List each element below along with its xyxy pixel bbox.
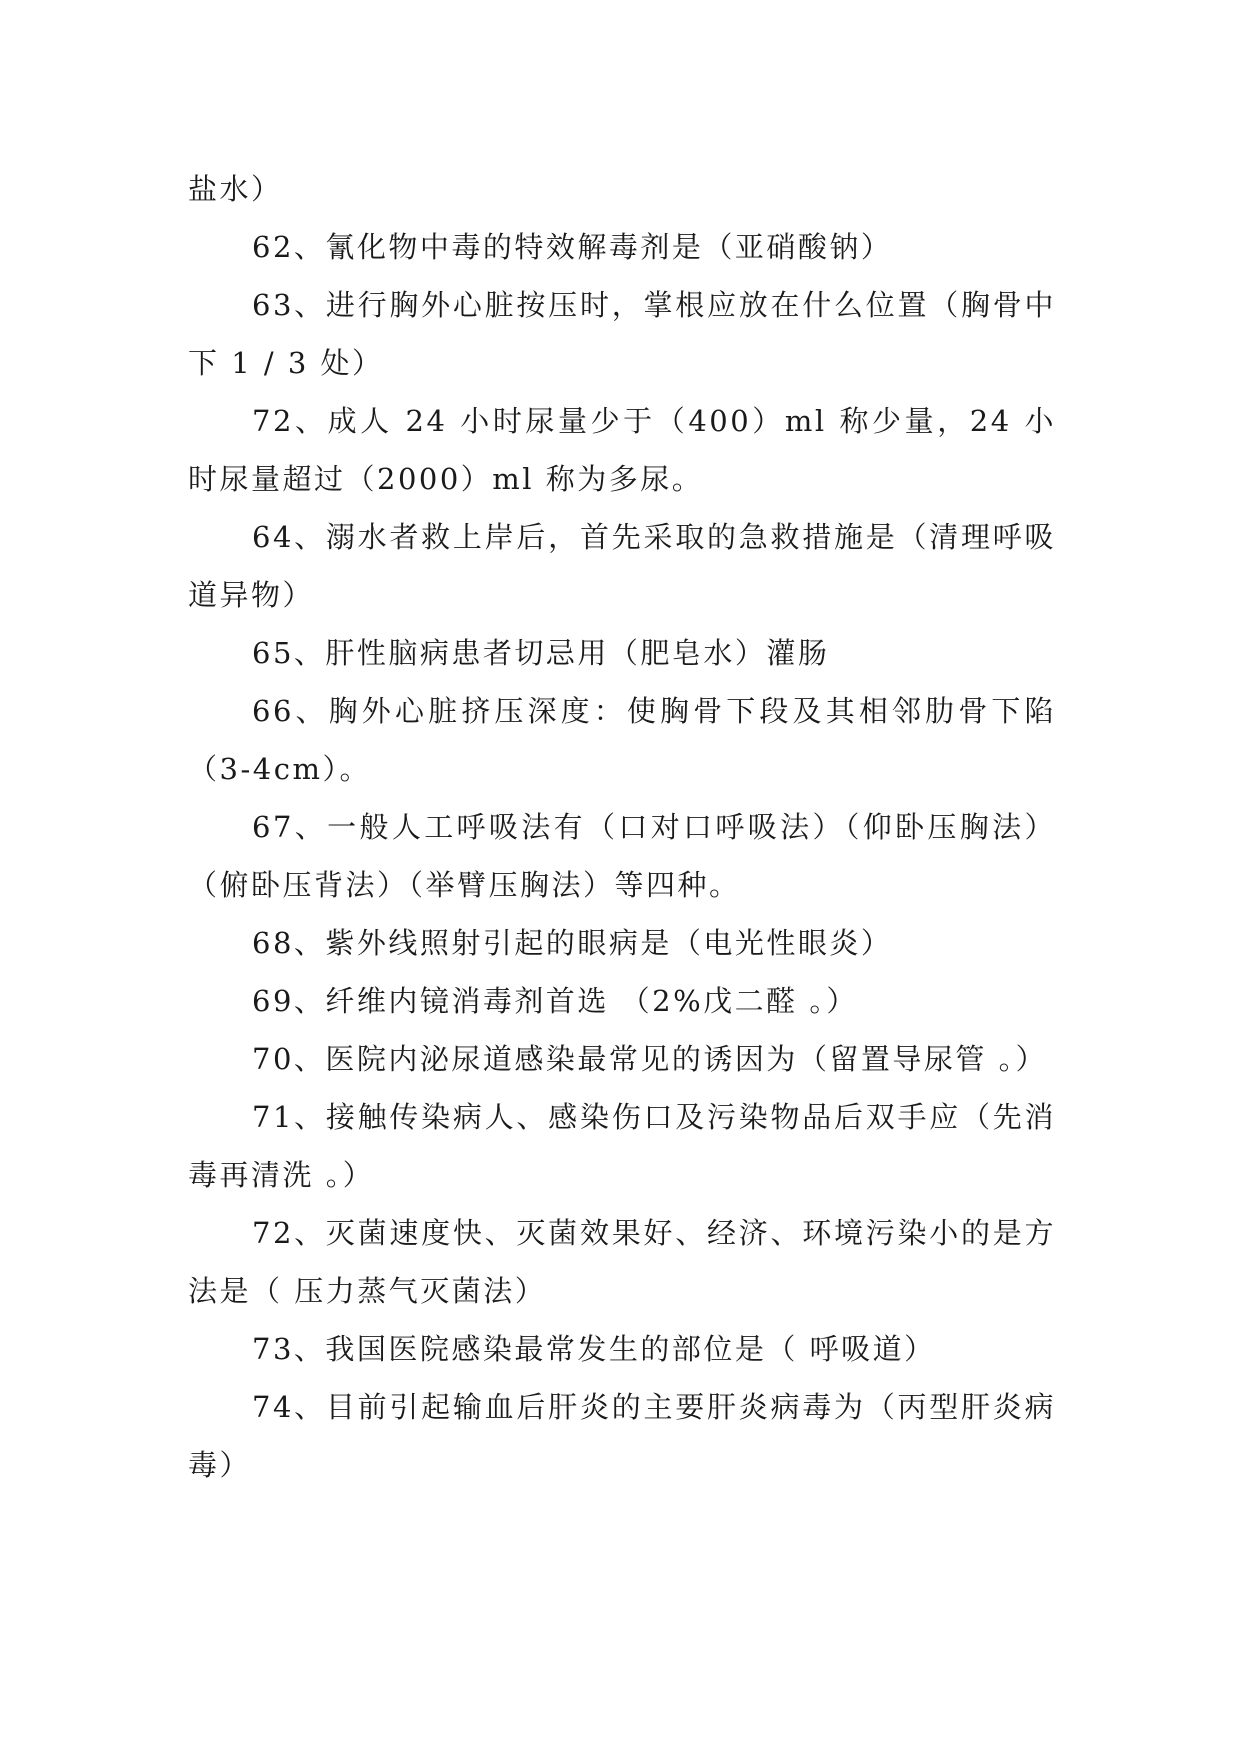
paragraph-74: 74、目前引起输血后肝炎的主要肝炎病毒为（丙型肝炎病毒） xyxy=(188,1390,1056,1482)
paragraph-72-sterilization: 72、灭菌速度快、灭菌效果好、经济、环境污染小的是方法是（ 压力蒸气灭菌法） xyxy=(188,1216,1056,1308)
paragraph-64: 64、溺水者救上岸后，首先采取的急救措施是（清理呼吸道异物） xyxy=(188,520,1056,612)
paragraph-62: 62、氰化物中毒的特效解毒剂是（亚硝酸钠） xyxy=(252,230,893,264)
paragraph-68: 68、紫外线照射引起的眼病是（电光性眼炎） xyxy=(252,926,893,960)
paragraph-73: 73、我国医院感染最常发生的部位是（ 呼吸道） xyxy=(252,1332,936,1366)
paragraph-continuation: 盐水） xyxy=(188,172,283,206)
paragraph-70: 70、医院内泌尿道感染最常见的诱因为（留置导尿管 。） xyxy=(252,1042,1048,1076)
paragraph-67: 67、一般人工呼吸法有（口对口呼吸法）（仰卧压胸法）（俯卧压背法）（举臂压胸法）等四种。 xyxy=(188,810,1056,902)
paragraph-65: 65、肝性脑病患者切忌用（肥皂水）灌肠 xyxy=(252,636,830,670)
paragraph-66: 66、胸外心脏挤压深度：使胸骨下段及其相邻肋骨下陷（3-4cm）。 xyxy=(188,694,1056,786)
paragraph-69: 69、纤维内镜消毒剂首选 （2%戊二醛 。） xyxy=(252,984,858,1018)
paragraph-72-urine: 72、成人 24 小时尿量少于（400）ml 称少量，24 小时尿量超过（2000）ml 称为多尿。 xyxy=(188,404,1056,496)
document-body xyxy=(188,160,1056,1494)
paragraph-63: 63、进行胸外心脏按压时，掌根应放在什么位置（胸骨中下 1 / 3 处） xyxy=(188,288,1056,380)
paragraph-71: 71、接触传染病人、感染伤口及污染物品后双手应（先消毒再清洗 。） xyxy=(188,1100,1056,1192)
